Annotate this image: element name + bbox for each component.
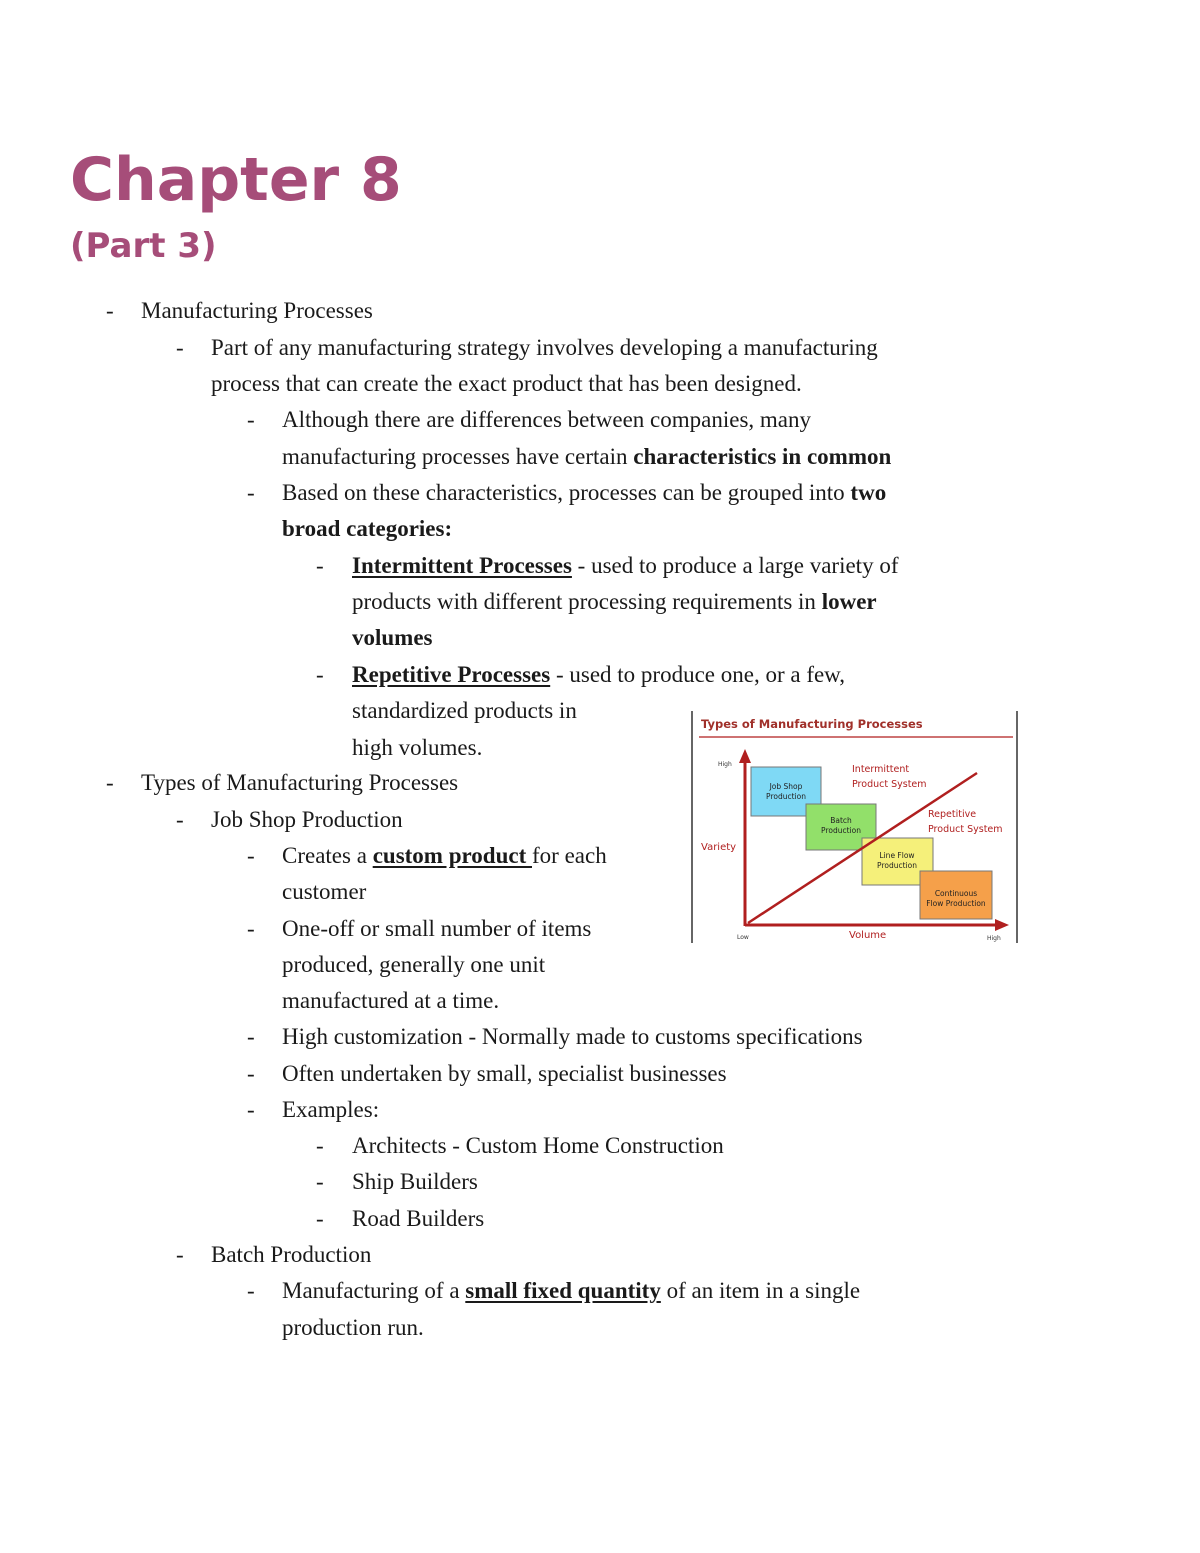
bullet-dash: - — [106, 298, 114, 323]
bullet-dash: - — [316, 553, 324, 578]
term-intermittent-processes: Intermittent Processes — [352, 553, 572, 578]
intro-line-1: Part of any manufacturing strategy involves developing a manufacturing — [211, 335, 878, 360]
page-title: Chapter 8 — [70, 145, 402, 215]
bullet-dash: - — [247, 1024, 255, 1049]
differences-line-2: manufacturing processes have certain characteristics in common — [282, 444, 892, 469]
box-label: Job Shop — [769, 782, 803, 791]
batch-heading: Batch Production — [211, 1242, 372, 1267]
repetitive-system-label: Product System — [928, 824, 1003, 835]
emphasis-small-fixed-quantity: small fixed quantity — [465, 1278, 661, 1303]
repetitive-line-3: high volumes. — [352, 735, 483, 760]
bullet-dash: - — [316, 1169, 324, 1194]
often-line: Often undertaken by small, specialist businesses — [282, 1061, 727, 1086]
batch-definition-line-1: Manufacturing of a small fixed quantity of an item in a single — [282, 1278, 861, 1303]
bullet-dash: - — [316, 1206, 324, 1231]
term-repetitive-processes: Repetitive Processes — [352, 662, 551, 687]
bullet-dash: - — [316, 1133, 324, 1158]
intermittent-system-label: Intermittent — [852, 764, 910, 775]
box-label: Production — [766, 792, 806, 801]
bullet-dash: - — [247, 480, 255, 505]
diagram-title: Types of Manufacturing Processes — [701, 717, 923, 731]
bullet-dash: - — [176, 335, 184, 360]
bullet-dash: - — [176, 1242, 184, 1267]
bullet-dash: - — [247, 1278, 255, 1303]
example-item: Architects - Custom Home Construction — [352, 1133, 724, 1158]
bullet-dash: - — [247, 916, 255, 941]
repetitive-line-2: standardized products in — [352, 698, 577, 723]
outline-heading-types: Types of Manufacturing Processes — [141, 770, 459, 795]
bullet-dash: - — [106, 770, 114, 795]
emphasis-characteristics: characteristics in common — [633, 444, 892, 469]
bullet-dash: - — [176, 807, 184, 832]
box-label: Production — [877, 861, 917, 870]
x-high-label: High — [987, 935, 1001, 942]
box-label: Batch — [830, 816, 852, 825]
x-low-label: Low — [737, 934, 749, 941]
example-item: Road Builders — [352, 1206, 485, 1231]
repetitive-line-1: Repetitive Processes - used to produce one, or a few, — [352, 662, 846, 687]
job-shop-heading: Job Shop Production — [211, 807, 403, 832]
box-label: Production — [821, 826, 861, 835]
page-subtitle: (Part 3) — [70, 226, 217, 266]
emphasis-custom-product: custom product — [372, 843, 532, 868]
intermittent-system-label: Product System — [852, 779, 927, 790]
differences-line-1: Although there are differences between companies, many — [282, 407, 811, 432]
oneoff-line-3: manufactured at a time. — [282, 988, 500, 1013]
box-label: Continuous — [934, 889, 978, 898]
bullet-dash: - — [247, 843, 255, 868]
bullet-dash: - — [316, 662, 324, 687]
oneoff-line-2: produced, generally one unit — [282, 952, 546, 977]
box-label: Flow Production — [926, 899, 986, 908]
x-axis-arrowhead — [995, 919, 1009, 931]
intermittent-line-2: products with different processing requirements in lower — [352, 589, 877, 614]
custom-line-2: customer — [282, 879, 367, 904]
intro-line-2: process that can create the exact product that has been designed. — [211, 371, 802, 396]
based-line-2: broad categories: — [282, 516, 453, 541]
intermittent-line-1: Intermittent Processes - used to produce a large variety of — [352, 553, 899, 578]
custom-line-1: Creates a custom product for each — [282, 843, 607, 868]
batch-definition-line-2: production run. — [282, 1315, 424, 1340]
y-high-label: High — [718, 761, 732, 768]
y-axis-arrowhead — [739, 749, 751, 763]
outline-heading-manufacturing: Manufacturing Processes — [141, 298, 373, 323]
example-item: Ship Builders — [352, 1169, 478, 1194]
bullet-dash: - — [247, 1097, 255, 1122]
y-axis-label: Variety — [701, 842, 737, 853]
examples-label: Examples: — [282, 1097, 380, 1122]
based-line-1: Based on these characteristics, processes can be grouped into two — [282, 480, 887, 505]
repetitive-system-label: Repetitive — [928, 809, 977, 820]
bullet-dash: - — [247, 1061, 255, 1086]
oneoff-line-1: One-off or small number of items — [282, 916, 592, 941]
intermittent-line-3: volumes — [352, 625, 433, 650]
box-label: Line Flow — [879, 851, 915, 860]
high-customization-line: High customization - Normally made to customs specifications — [282, 1024, 863, 1049]
bullet-dash: - — [247, 407, 255, 432]
manufacturing-processes-diagram — [691, 711, 1018, 943]
x-axis-label: Volume — [849, 930, 887, 941]
